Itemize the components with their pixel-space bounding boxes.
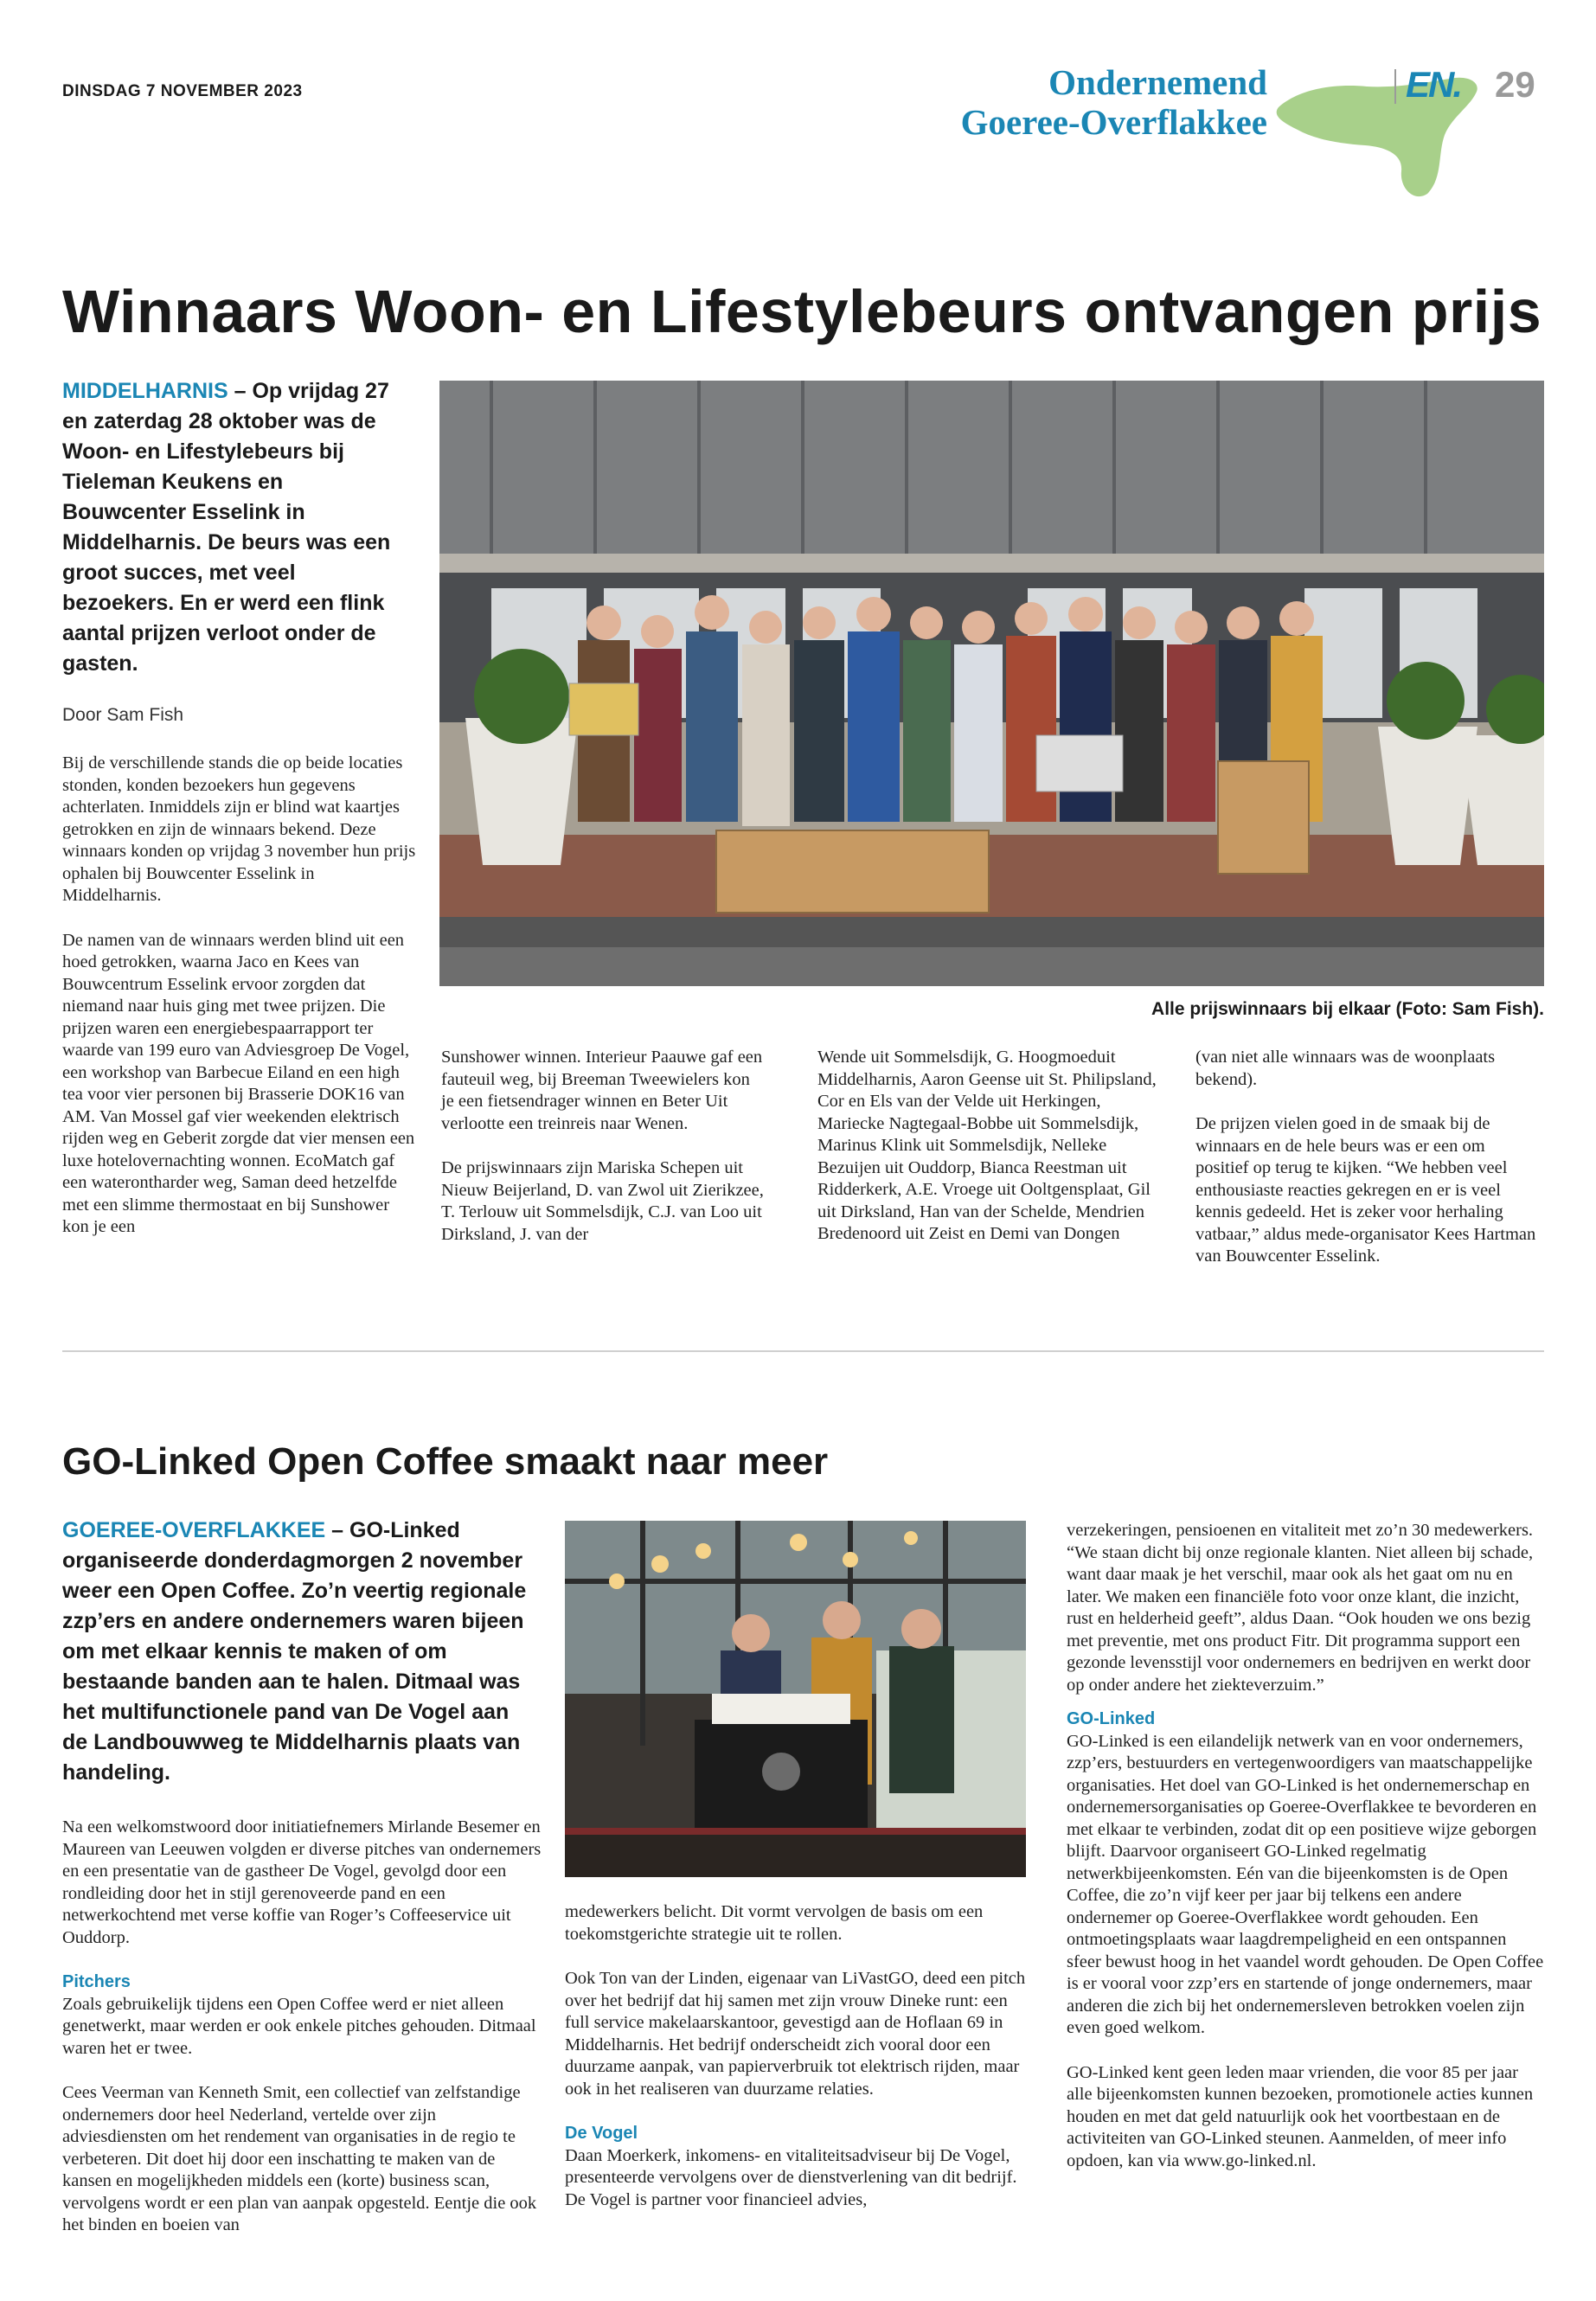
article2-column-3 (1067, 1520, 1544, 2195)
paragraph: (van niet alle winnaars was de woonplaats bekend). (1195, 1048, 1496, 1089)
paragraph: Wende uit Sommelsdijk, G. Hoogmoeduit Middelharnis, Aaron Geense uit St. Philipsland, Cor en Els van der Velde uit Herkingen, Mariecke Nagtegaal-Bobbe uit Sommelsdijk, Marinus Klink uit Sommelsdijk, Nelleke Bezuijen uit Ouddorp, Bianca Reestman uit Ridderkerk, A.E. Vroege uit Ooltgensplaat, Gil uit Dirksland, Han van der Schelde, Mendrien Bredenoord uit Zeist en Demi van Dongen (817, 1048, 1157, 1243)
paragraph: De prijswinnaars zijn Mariska Schepen uit Nieuw Beijerland, D. van Zwol uit Zierikzee, T. Terlouw uit Sommelsdijk, C.J. van Loo uit Dirksland, J. van der (441, 1158, 764, 1244)
paragraph: Ook Ton van der Linden, eigenaar van LiVastGO, deed een pitch over het bedrijf dat hij samen met zijn vrouw Dineke runt: een full service makelaarskantoor, gevestigd aan de Hoflaan 69 in Middelharnis. Het bedrijf onderscheidt zich vooral door een duurzame aanpak, van papierverbruik tot elektrisch rijden, maar ook in het realiseren van duurzame relaties. (565, 1969, 1026, 2099)
article1-headline: Winnaars Woon- en Lifestylebeurs ontvangen prijs (62, 278, 1542, 345)
paragraph: Na een welkomstwoord door initiatiefnemers Mirlande Besemer en Maureen van Leeuwen volgden er diverse pitches van ondernemers en een presentatie van de gastheer De Vogel, gevolgd door een rondleiding door het in stijl gerenoveerde pand en een netwerkochtend met verse koffie van Roger’s Coffeeservice uit Ouddorp. (62, 1817, 542, 1947)
article2-column-2 (565, 1901, 1032, 2234)
paragraph: GO-Linked kent geen leden maar vrienden, die voor 85 per jaar alle bijeenkomsten kunnen bezoeken, promotionele acties kunnen houden en met dat geld natuurlijk ook het voortbestaan en de activiteiten van GO-Linked steunen. Aanmelden, of meer info opdoen, kan via www.go-linked.nl. (1067, 2062, 1534, 2170)
paragraph: Sunshower winnen. Interieur Paauwe gaf een fauteuil weg, bij Breeman Tweewielers kon je een fietsendrager winnen en Beter Uit verlootte een treinreis naar Wenen. (441, 1048, 763, 1133)
brand-line-1: Ondernemend (1048, 62, 1267, 102)
issue-date: DINSDAG 7 NOVEMBER 2023 (62, 82, 303, 100)
paragraph: verzekeringen, pensioenen en vitaliteit met zo’n 30 medewerkers. “We staan dicht bij onze regionale klanten. Niet alleen bij schade, want daar maak je het verschil, maar ook als het gaat om nu en later. We maken een financiële foto voor onze klant, die inzicht, rust en helderheid geeft”, aldus Daan. “Ook houden we ons bezig met preventie, met ons product Fitr. Dit programma support een gezonde levensstijl voor ondernemers en bedrijven en werkt door op onder andere het ziekteverzuim.” (1067, 1521, 1534, 1695)
article1-column-1 (62, 753, 417, 1261)
section-brand (865, 62, 1267, 142)
paragraph: medewerkers belicht. Dit vormt vervolgen de basis om een toekomstgerichte strategie uit te rollen. (565, 1902, 984, 1944)
en-logo: EN. (1406, 64, 1462, 105)
article1-dateline: MIDDELHARNIS (62, 379, 228, 403)
subheading-de-vogel: De Vogel (565, 2124, 638, 2143)
paragraph: De namen van de winnaars werden blind uit een hoed getrokken, waarna Jaco en Kees van Bouwcentrum Esselink ervoor zorgden dat niemand naar huis ging met twee prijzen. Die prijzen waren een energiebespaarrapport ter waarde van 199 euro van Adviesgroep De Vogel, een workshop van Barbecue Eiland en een high tea voor vier personen bij Brasserie DOK16 van AM. Van Mossel gaf vier weekenden elektrisch rijden weg en Geberit zorgde dat vier mensen een luxe hotelovernachting wonnen. EcoMatch gaf een waterontharder weg, Saman deed hetzelfde met een slimme thermostaat en bij Sunshower kon je een (62, 930, 415, 1236)
subheading-pitchers: Pitchers (62, 1972, 131, 1991)
article1-column-4 (1195, 1047, 1542, 1291)
article1-column-3 (817, 1047, 1163, 1268)
article2-coffee-photo (565, 1521, 1026, 1877)
article2-lead-text: – GO-Linked organiseerde donderdagmorgen 2 november weer een Open Coffee. Zo’n veertig regionale zzp’ers en andere ondernemers waren bijeen om met elkaar kennis te maken of om bestaande banden aan te halen. Ditmaal was het multifunctionele pand van De Vogel aan de Landbouwweg te Middelharnis plaats van handeling. (62, 1518, 527, 1785)
article1-lead-text: – Op vrijdag 27 en zaterdag 28 oktober was de Woon- en Lifestylebeurs bij Tieleman Keukens en Bouwcenter Esselink in Middelharnis. De beurs was een groot succes, met veel bezoekers. En er werd een flink aantal prijzen verloot onder de gasten. (62, 379, 391, 676)
paragraph: Bij de verschillende stands die op beide locaties stonden, konden bezoekers hun gegevens achterlaten. Inmiddels zijn er blind wat kaartjes getrokken en zijn de winnaars bekend. Deze winnaars konden op vrijdag 3 november hun prijs ophalen bij Bouwcenter Esselink in Middelharnis. (62, 753, 416, 905)
article2-dateline: GOEREE-OVERFLAKKEE (62, 1518, 326, 1542)
article2-lead (62, 1516, 538, 1788)
header-divider (1394, 69, 1396, 104)
paragraph: Daan Moerkerk, inkomens- en vitaliteitsadviseur bij De Vogel, presenteerde vervolgens over de dienstverlening van dit bedrijf. De Vogel is partner voor financieel advies, (565, 2145, 1017, 2209)
article2-headline: GO-Linked Open Coffee smaakt naar meer (62, 1440, 829, 1483)
subheading-go-linked: GO-Linked (1067, 1709, 1156, 1728)
article2-column-1 (62, 1817, 542, 2259)
paragraph: Cees Veerman van Kenneth Smit, een collectief van zelfstandige ondernemers door heel Nederland, vertelde over zijn adviesdiensten om het rendement van organisaties in de regio te verbeteren. Dit doet hij door een inschatting te maken van de kansen en mogelijkheden middels een (korte) business scan, vervolgens wordt er een plan van aanpak opgesteld. Eentje die ook het binden en boeien van (62, 2083, 537, 2234)
section-divider (62, 1350, 1544, 1352)
article1-lead (62, 376, 400, 679)
article1-group-photo (439, 381, 1544, 986)
article1-column-2 (441, 1047, 766, 1268)
article1-photo-caption: Alle prijswinnaars bij elkaar (Foto: Sam Fish). (1151, 999, 1544, 1019)
paragraph: Zoals gebruikelijk tijdens een Open Coffee werd er niet alleen genetwerkt, maar werden er ook enkele pitches gehouden. Ditmaal waren het er twee. (62, 1994, 536, 2058)
paragraph: De prijzen vielen goed in de smaak bij de winnaars en de hele beurs was er een om positief op terug te kijken. “We hebben veel enthousiaste reacties gekregen en er is veel kennis gedeeld. Het is zeker voor herhaling vatbaar,” aldus mede-organisator Kees Hartman van Bouwcenter Esselink. (1195, 1114, 1536, 1266)
brand-line-2: Goeree-Overflakkee (960, 102, 1267, 142)
article1-byline: Door Sam Fish (62, 705, 184, 725)
paragraph: GO-Linked is een eilandelijk netwerk van en voor ondernemers, zzp’ers, bestuurders en vertegenwoordigers van maatschappelijke organisaties. Het doel van GO-Linked is het ondernemerschap en ondernemersorganisaties op Goeree-Overflakkee te bevorderen en met elkaar te verbinden, zodat dit op een positieve wijze geborgen blijft. Daarvoor organiseert GO-Linked regelmatig netwerkbijeenkomsten. Eén van die bijeenkomsten is de Open Coffee, die zo’n vijf keer per jaar bij telkens een andere ondernemer op Goeree-Overflakkee wordt gehouden. Een ontmoetingsplaats waar laagdrempeligheid en een ontspannen sfeer bewust hoog in het vaandel wordt gehouden. De Open Coffee is er vooral voor zzp’ers en startende of jonge ondernemers, maar anderen die zich bij het ondernemersleven betrokken voelen zijn even goed welkom. (1067, 1731, 1544, 2037)
page-number: 29 (1495, 64, 1535, 105)
